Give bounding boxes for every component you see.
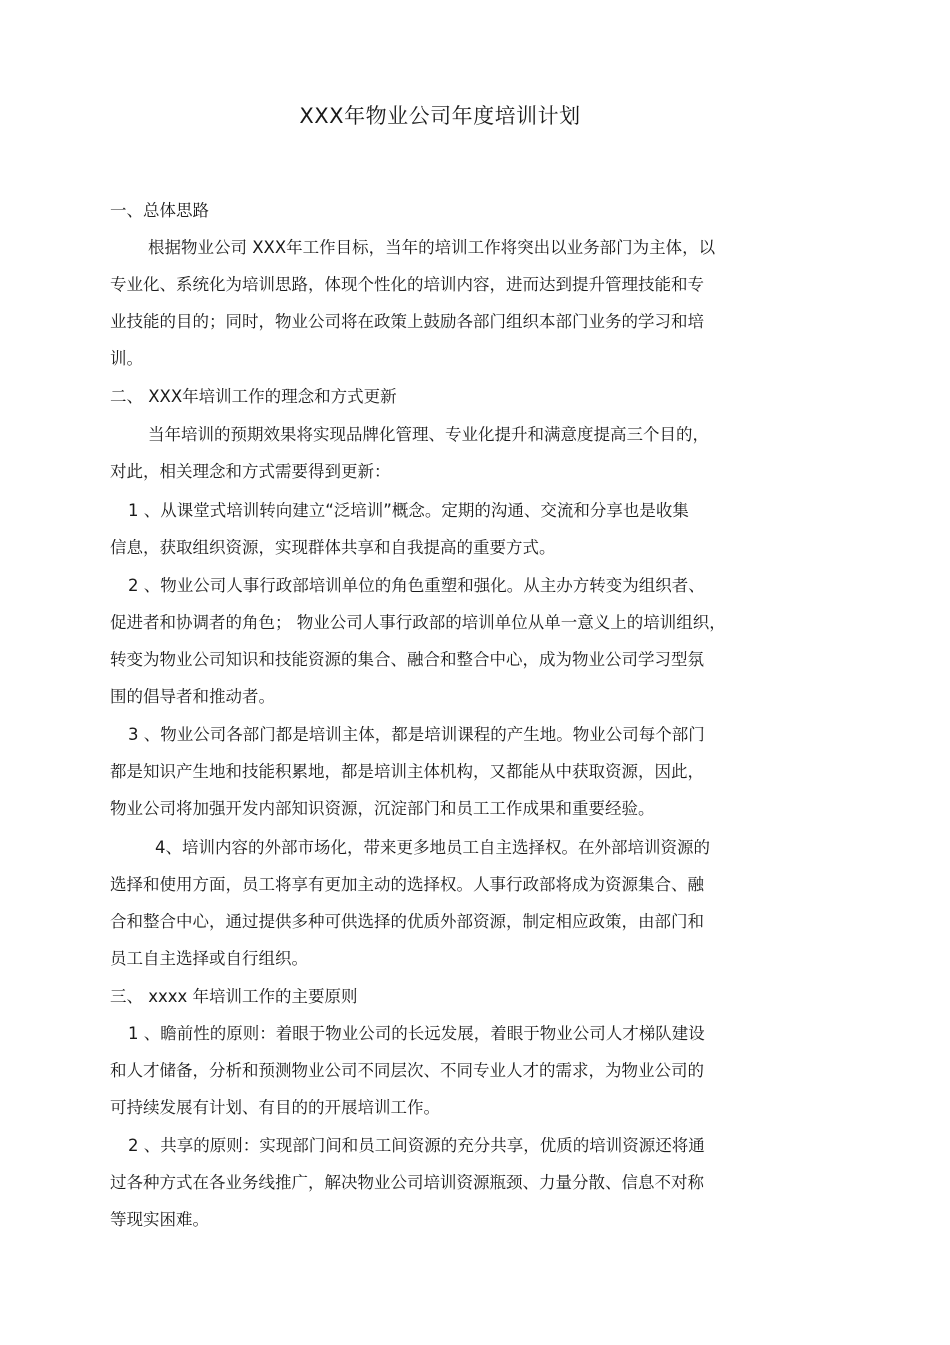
body-line: 可持续发展有计划、有目的的开展培训工作。	[110, 1098, 440, 1117]
body-line: 物业公司将加强开发内部知识资源，沉淀部门和员工工作成果和重要经验。	[110, 799, 655, 818]
body-line: 业技能的目的；同时，物业公司将在政策上鼓励各部门组织本部门业务的学习和培	[110, 312, 704, 331]
body-line: 合和整合中心，通过提供多种可供选择的优质外部资源，制定相应政策，由部门和	[110, 912, 704, 931]
body-line: 根据物业公司 XXX年工作目标，当年的培训工作将突出以业务部门为主体，以	[148, 238, 716, 257]
list-item-line: 2 、共享的原则：实现部门间和员工间资源的充分共享，优质的培训资源还将通	[128, 1136, 705, 1155]
body-line: 信息，获取组织资源，实现群体共享和自我提高的重要方式。	[110, 538, 556, 557]
list-item-line: 4、培训内容的外部市场化，带来更多地员工自主选择权。在外部培训资源的	[155, 838, 710, 857]
section-heading-2: 二、 XXX年培训工作的理念和方式更新	[110, 387, 397, 406]
body-line: 选择和使用方面，员工将享有更加主动的选择权。人事行政部将成为资源集合、融	[110, 875, 704, 894]
body-line: 促进者和协调者的角色； 物业公司人事行政部的培训单位从单一意义上的培训组织，	[110, 613, 726, 632]
section-heading-3: 三、 xxxx 年培训工作的主要原则	[110, 987, 358, 1006]
list-item-line: 1 、瞻前性的原则：着眼于物业公司的长远发展，着眼于物业公司人才梯队建设	[128, 1024, 705, 1043]
list-item-line: 3 、物业公司各部门都是培训主体，都是培训课程的产生地。物业公司每个部门	[128, 725, 705, 744]
body-line: 转变为物业公司知识和技能资源的集合、融合和整合中心，成为物业公司学习型氛	[110, 650, 704, 669]
body-line: 专业化、系统化为培训思路，体现个性化的培训内容，进而达到提升管理技能和专	[110, 275, 704, 294]
body-line: 围的倡导者和推动者。	[110, 687, 275, 706]
list-item-line: 1 、从课堂式培训转向建立“泛培训”概念。定期的沟通、交流和分享也是收集	[128, 501, 689, 520]
body-line: 对此，相关理念和方式需要得到更新：	[110, 462, 391, 481]
list-item-line: 2 、物业公司人事行政部培训单位的角色重塑和强化。从主办方转变为组织者、	[128, 576, 705, 595]
body-line: 等现实困难。	[110, 1210, 209, 1229]
body-line: 都是知识产生地和技能积累地，都是培训主体机构，又都能从中获取资源，因此，	[110, 762, 704, 781]
section-heading-1: 一、总体思路	[110, 201, 209, 220]
page-title: XXX年物业公司年度培训计划	[299, 104, 581, 128]
body-line: 和人才储备，分析和预测物业公司不同层次、不同专业人才的需求，为物业公司的	[110, 1061, 704, 1080]
body-line: 员工自主选择或自行组织。	[110, 949, 308, 968]
body-line: 过各种方式在各业务线推广，解决物业公司培训资源瓶颈、力量分散、信息不对称	[110, 1173, 704, 1192]
body-line: 训。	[110, 349, 143, 368]
body-line: 当年培训的预期效果将实现品牌化管理、专业化提升和满意度提高三个目的，	[148, 425, 709, 444]
